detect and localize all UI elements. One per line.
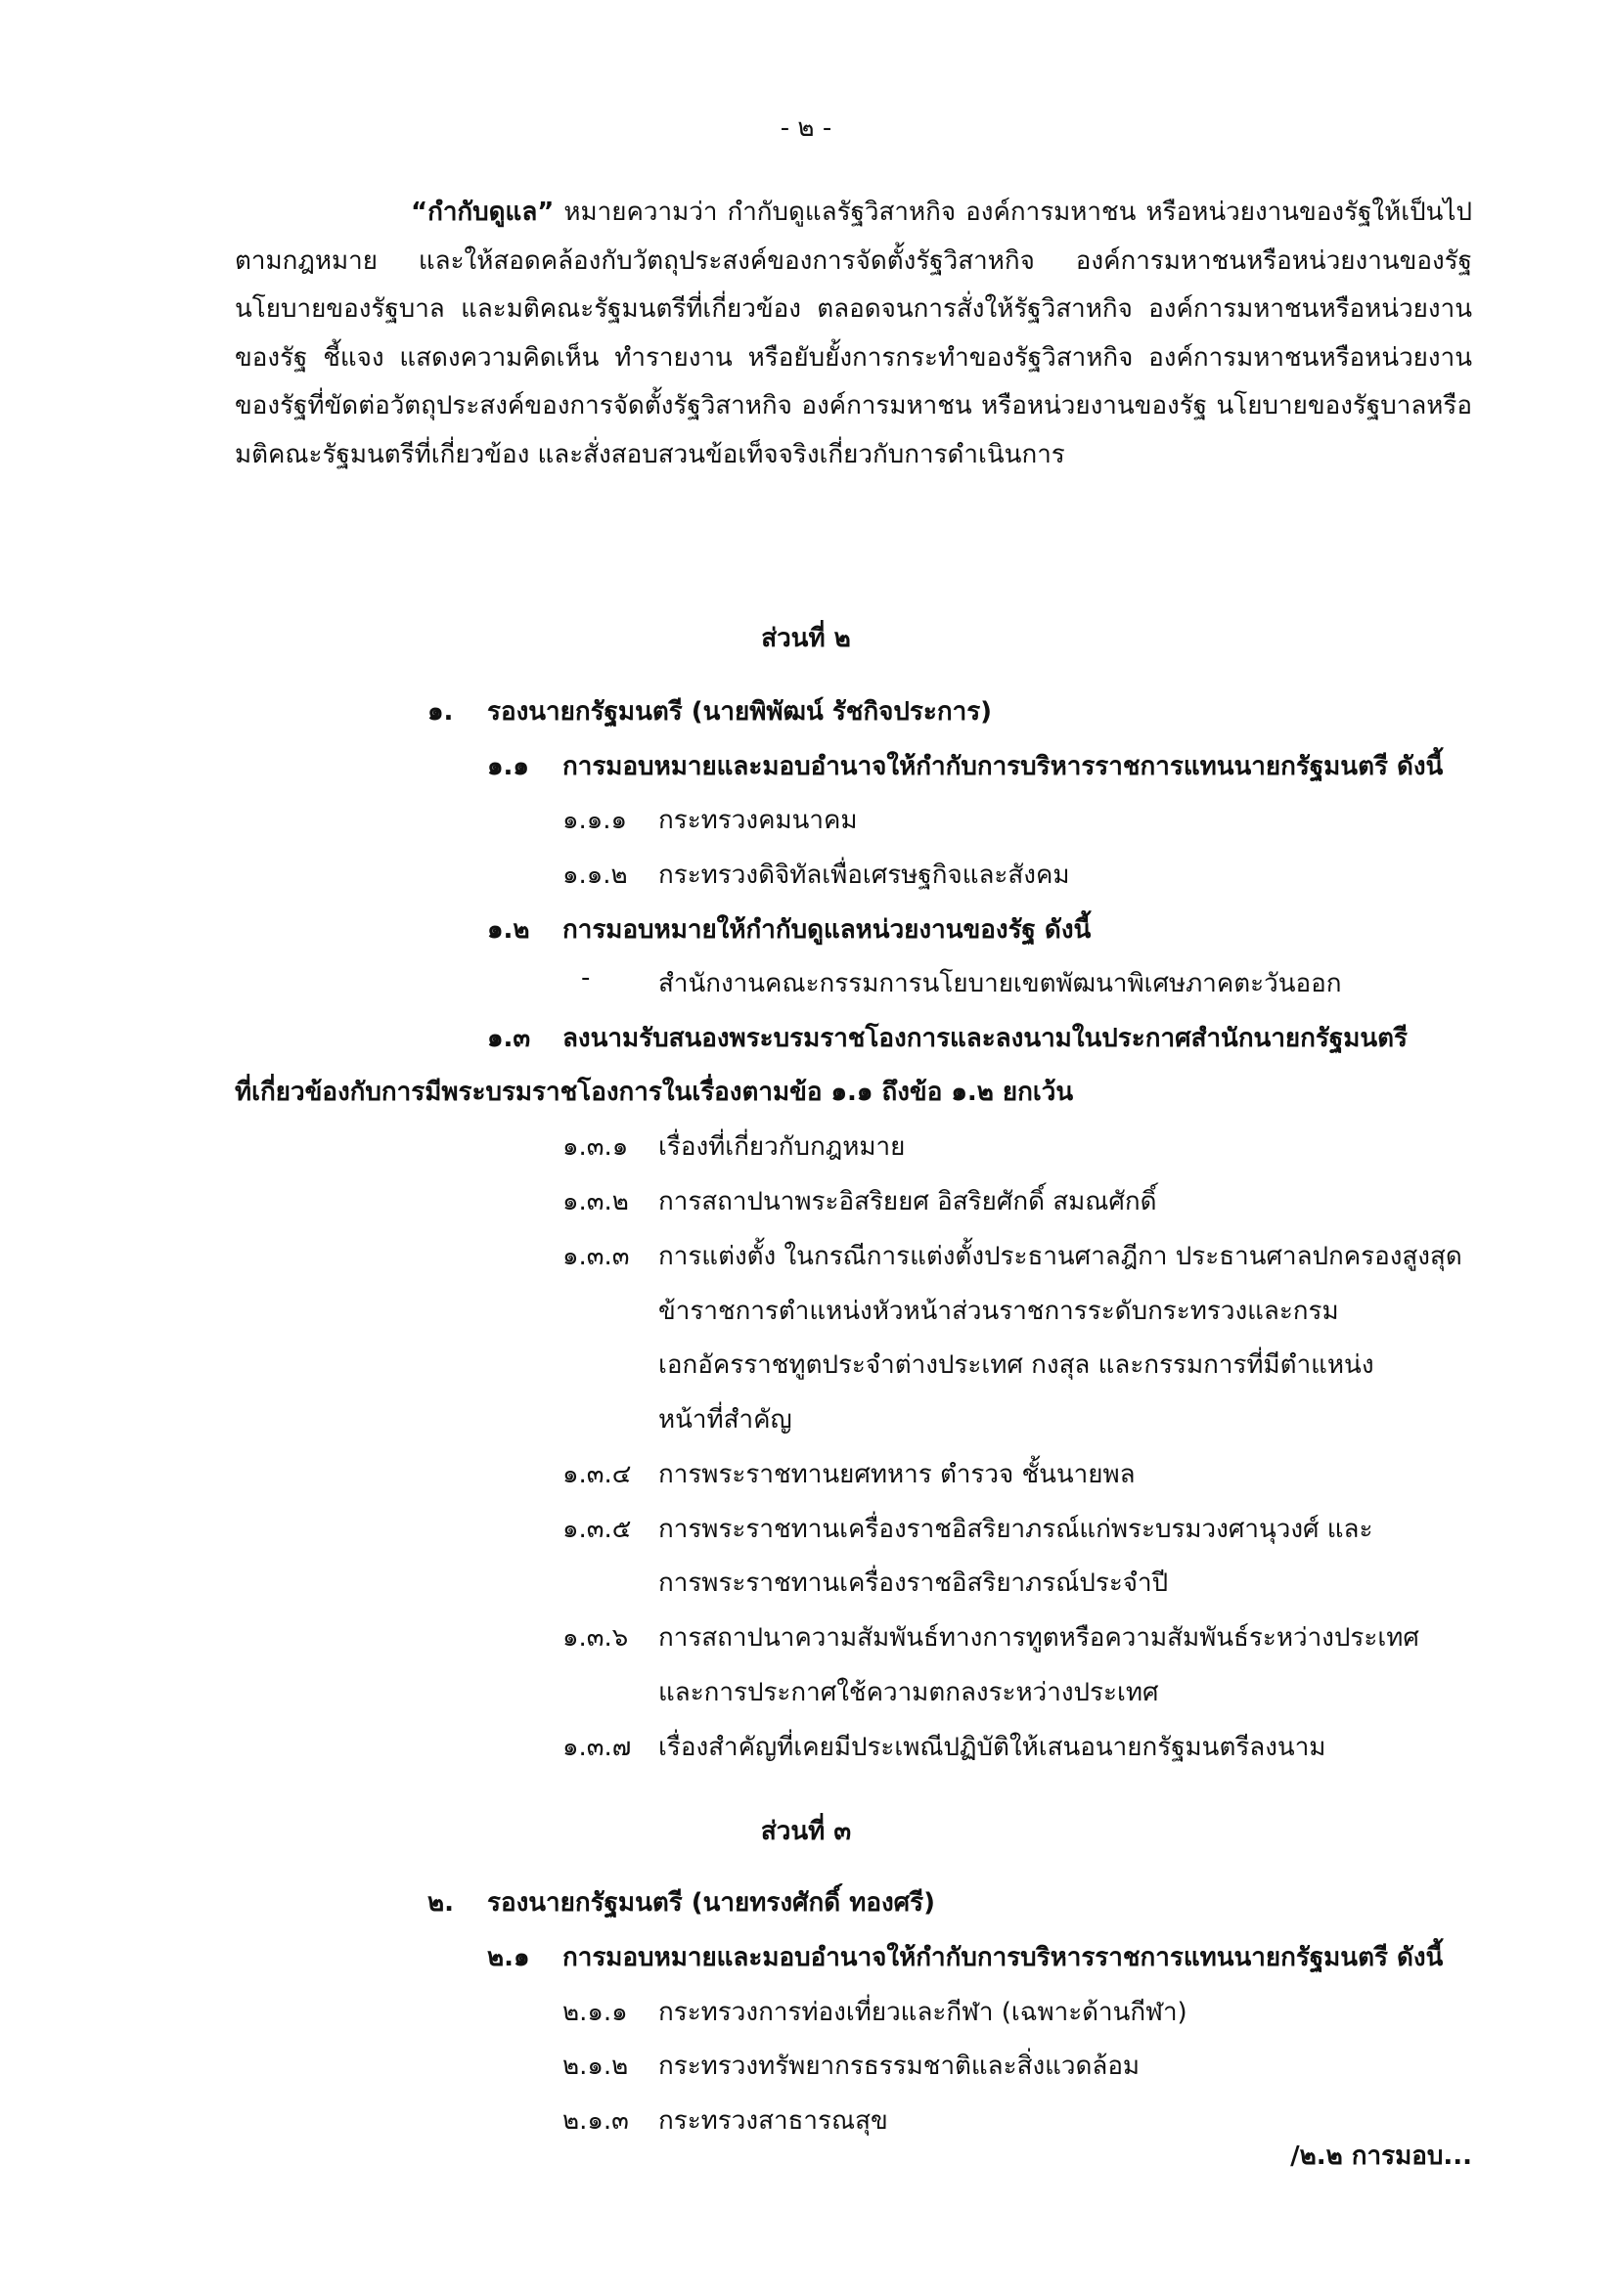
item-1-3-6-number: ๑.๓.๖ xyxy=(562,1623,629,1653)
item-1-3-3-number: ๑.๓.๓ xyxy=(562,1242,630,1271)
item-2-title: รองนายกรัฐมนตรี (นายทรงศักดิ์ ทองศรี) xyxy=(487,1888,936,1918)
item-1-1-title: การมอบหมายและมอบอำนาจให้กำกับการบริหารราชการแทนนายกรัฐมนตรี ดังนี้ xyxy=(562,752,1444,781)
item-1-1-number: ๑.๑ xyxy=(487,752,529,781)
item-1-1-1-number: ๑.๑.๑ xyxy=(562,806,628,835)
item-1-3-title-cont: ที่เกี่ยวข้องกับการมีพระบรมราชโองการในเรื่องตามข้อ ๑.๑ ถึงข้อ ๑.๒ ยกเว้น xyxy=(235,1078,1074,1107)
item-1-3-3-line-2: ข้าราชการตำแหน่งหัวหน้าส่วนราชการระดับกระทรวงและกรม xyxy=(658,1297,1339,1326)
item-1-3-5-line-1: การพระราชทานเครื่องราชอิสริยาภรณ์แก่พระบรมวงศานุวงศ์ และ xyxy=(658,1515,1373,1544)
item-1-2-dash-text: สำนักงานคณะกรรมการนโยบายเขตพัฒนาพิเศษภาคตะวันออก xyxy=(658,969,1342,998)
item-1-3-7-number: ๑.๓.๗ xyxy=(562,1733,632,1762)
page-number: - ๒ - xyxy=(780,113,832,143)
item-2-1-title: การมอบหมายและมอบอำนาจให้กำกับการบริหารราชการแทนนายกรัฐมนตรี ดังนี้ xyxy=(562,1943,1444,1972)
item-1-3-2-text: การสถาปนาพระอิสริยยศ อิสริยศักดิ์ สมณศักดิ์ xyxy=(658,1187,1157,1216)
item-2-1-1-text: กระทรวงการท่องเที่ยวและกีฬา (เฉพาะด้านกีฬา) xyxy=(658,1998,1187,2027)
item-1-3-4-text: การพระราชทานยศทหาร ตำรวจ ชั้นนายพล xyxy=(658,1460,1136,1489)
item-1-2-title: การมอบหมายให้กำกับดูแลหน่วยงานของรัฐ ดังนี้ xyxy=(562,915,1092,945)
item-1-1-1-text: กระทรวงคมนาคม xyxy=(658,806,858,835)
item-2-1-3-number: ๒.๑.๓ xyxy=(562,2106,629,2136)
item-2-1-number: ๒.๑ xyxy=(487,1943,530,1972)
continuation-note: /๒.๒ การมอบ... xyxy=(1290,2141,1472,2171)
item-1-title: รองนายกรัฐมนตรี (นายพิพัฒน์ รัชกิจประการ) xyxy=(487,697,993,727)
item-1-3-5-number: ๑.๓.๕ xyxy=(562,1515,632,1544)
item-1-3-title: ลงนามรับสนองพระบรมราชโองการและลงนามในประกาศสำนักนายกรัฐมนตรี xyxy=(562,1024,1408,1053)
item-2-1-2-number: ๒.๑.๒ xyxy=(562,2052,629,2081)
item-1-3-number: ๑.๓ xyxy=(487,1024,531,1053)
definition-term: “กำกับดูแล” xyxy=(411,198,555,227)
item-1-3-1-text: เรื่องที่เกี่ยวกับกฎหมาย xyxy=(658,1132,906,1162)
item-1-3-7-text: เรื่องสำคัญที่เคยมีประเพณีปฏิบัติให้เสนอนายกรัฐมนตรีลงนาม xyxy=(658,1733,1326,1762)
item-2-number: ๒. xyxy=(427,1888,455,1918)
item-2-1-2-text: กระทรวงทรัพยากรธรรมชาติและสิ่งแวดล้อม xyxy=(658,2052,1141,2081)
item-1-3-3-line-4: หน้าที่สำคัญ xyxy=(658,1405,792,1435)
item-1-3-4-number: ๑.๓.๔ xyxy=(562,1460,632,1489)
item-2-1-1-number: ๒.๑.๑ xyxy=(562,1998,628,2027)
item-1-3-2-number: ๑.๓.๒ xyxy=(562,1187,629,1216)
item-1-3-6-line-1: การสถาปนาความสัมพันธ์ทางการทูตหรือความสัมพันธ์ระหว่างประเทศ xyxy=(658,1623,1419,1653)
item-2-1-3-text: กระทรวงสาธารณสุข xyxy=(658,2106,888,2136)
item-1-3-1-number: ๑.๓.๑ xyxy=(562,1132,629,1162)
item-1-3-6-line-2: และการประกาศใช้ความตกลงระหว่างประเทศ xyxy=(658,1678,1159,1707)
definition-text: หมายความว่า กำกับดูแลรัฐวิสาหกิจ องค์การมหาชน หรือหน่วยงานของรัฐให้เป็นไปตามกฎหมาย และให้สอดคล้องกับวัตถุประสงค์ของการจัดตั้งรัฐวิสาหกิจ องค์การมหาชนหรือหน่วยงานของรัฐ นโยบายของรัฐบาล และมติคณะรัฐมนตรีที่เกี่ยวข้อง ตลอดจนการสั่งให้รัฐวิสาหกิจ องค์การมหาชนหรือหน่วยงานของรัฐ ชี้แจง แสดงความคิดเห็น ทำรายงาน หรือยับยั้งการกระทำของรัฐวิสาหกิจ องค์การมหาชนหรือหน่วยงานของรัฐที่ขัดต่อวัตถุประสงค์ของการจัดตั้งรัฐวิสาหกิจ องค์การมหาชน หรือหน่วยงานของรัฐ นโยบายของรัฐบาลหรือมติคณะรัฐมนตรีที่เกี่ยวข้อง และสั่งสอบสวนข้อเท็จจริงเกี่ยวกับการดำเนินการ xyxy=(235,198,1472,469)
section-3-heading: ส่วนที่ ๓ xyxy=(760,1817,852,1846)
item-1-3-3-line-1: การแต่งตั้ง ในกรณีการแต่งตั้งประธานศาลฎีกา ประธานศาลปกครองสูงสุด xyxy=(658,1242,1462,1271)
item-1-number: ๑. xyxy=(427,697,454,727)
item-1-1-2-number: ๑.๑.๒ xyxy=(562,861,628,890)
section-2-heading: ส่วนที่ ๒ xyxy=(761,624,851,653)
item-1-1-2-text: กระทรวงดิจิทัลเพื่อเศรษฐกิจและสังคม xyxy=(658,861,1070,890)
item-1-3-3-line-3: เอกอัครราชทูตประจำต่างประเทศ กงสุล และกรรมการที่มีตำแหน่ง xyxy=(658,1350,1374,1380)
item-1-2-number: ๑.๒ xyxy=(487,915,530,945)
item-1-3-5-line-2: การพระราชทานเครื่องราชอิสริยาภรณ์ประจำปี xyxy=(658,1568,1169,1598)
item-1-2-dash: - xyxy=(581,963,591,993)
definition-paragraph xyxy=(235,189,1472,479)
